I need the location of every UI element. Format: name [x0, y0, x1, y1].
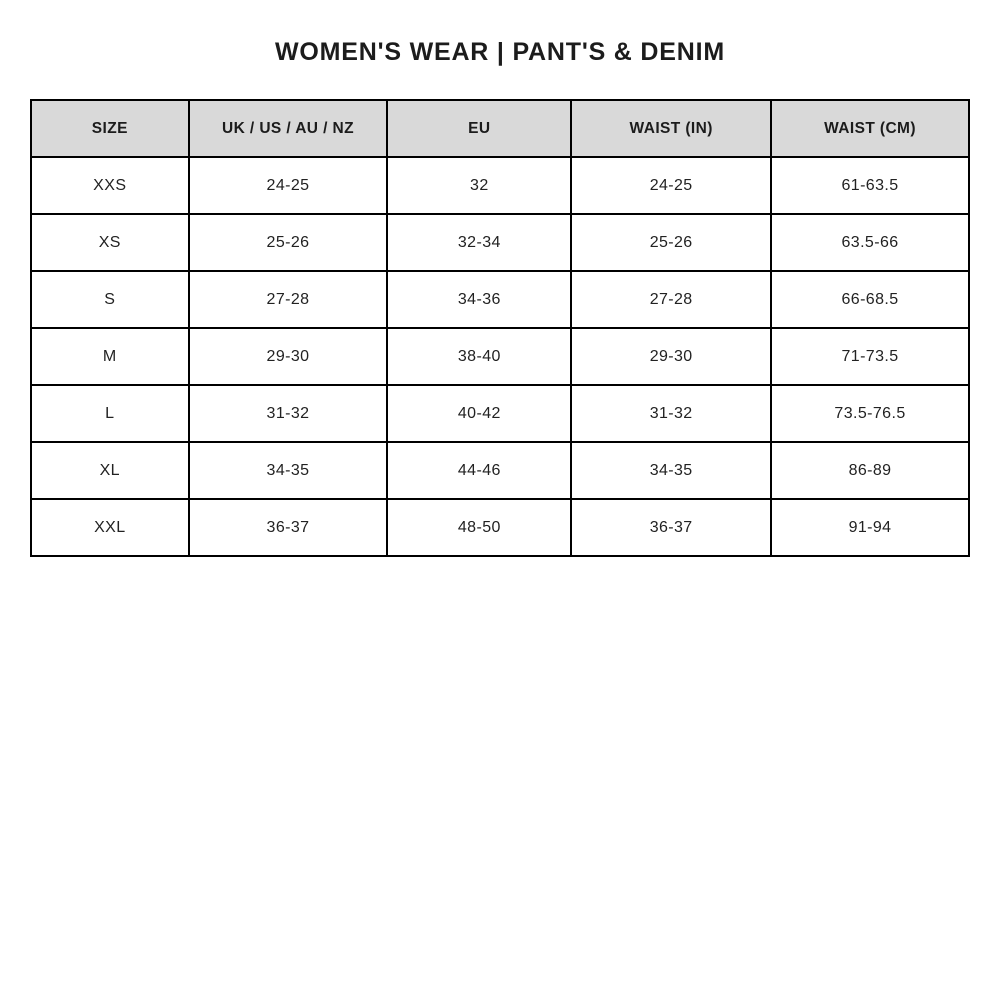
table-header — [31, 100, 969, 157]
value-cell: 29-30 — [571, 328, 771, 385]
size-cell: XXS — [31, 157, 189, 214]
value-cell: 24-25 — [189, 157, 388, 214]
value-cell: 29-30 — [189, 328, 388, 385]
value-cell: 48-50 — [387, 499, 571, 556]
value-cell: 38-40 — [387, 328, 571, 385]
value-cell: 32 — [387, 157, 571, 214]
header-cell: WAIST (CM) — [771, 100, 969, 157]
value-cell: 86-89 — [771, 442, 969, 499]
table-row — [31, 271, 969, 328]
size-cell: M — [31, 328, 189, 385]
value-cell: 25-26 — [189, 214, 388, 271]
page-title: WOMEN'S WEAR | PANT'S & DENIM — [275, 38, 725, 66]
value-cell: 71-73.5 — [771, 328, 969, 385]
header-cell: SIZE — [31, 100, 189, 157]
header-cell: EU — [387, 100, 571, 157]
size-cell: XXL — [31, 499, 189, 556]
value-cell: 27-28 — [571, 271, 771, 328]
value-cell: 24-25 — [571, 157, 771, 214]
table-row — [31, 328, 969, 385]
value-cell: 34-36 — [387, 271, 571, 328]
value-cell: 31-32 — [571, 385, 771, 442]
value-cell: 31-32 — [189, 385, 388, 442]
value-cell: 44-46 — [387, 442, 571, 499]
table-row — [31, 157, 969, 214]
value-cell: 25-26 — [571, 214, 771, 271]
value-cell: 34-35 — [189, 442, 388, 499]
value-cell: 36-37 — [571, 499, 771, 556]
table-body — [31, 157, 969, 556]
value-cell: 27-28 — [189, 271, 388, 328]
table-row — [31, 499, 969, 556]
value-cell: 61-63.5 — [771, 157, 969, 214]
size-cell: XS — [31, 214, 189, 271]
size-chart-table — [30, 99, 970, 557]
value-cell: 40-42 — [387, 385, 571, 442]
size-cell: S — [31, 271, 189, 328]
value-cell: 63.5-66 — [771, 214, 969, 271]
value-cell: 32-34 — [387, 214, 571, 271]
value-cell: 73.5-76.5 — [771, 385, 969, 442]
header-cell: WAIST (IN) — [571, 100, 771, 157]
table-row — [31, 214, 969, 271]
size-cell: XL — [31, 442, 189, 499]
value-cell: 34-35 — [571, 442, 771, 499]
header-cell: UK / US / AU / NZ — [189, 100, 388, 157]
header-row — [31, 100, 969, 157]
value-cell: 36-37 — [189, 499, 388, 556]
table-row — [31, 442, 969, 499]
value-cell: 91-94 — [771, 499, 969, 556]
table-row — [31, 385, 969, 442]
value-cell: 66-68.5 — [771, 271, 969, 328]
size-cell: L — [31, 385, 189, 442]
